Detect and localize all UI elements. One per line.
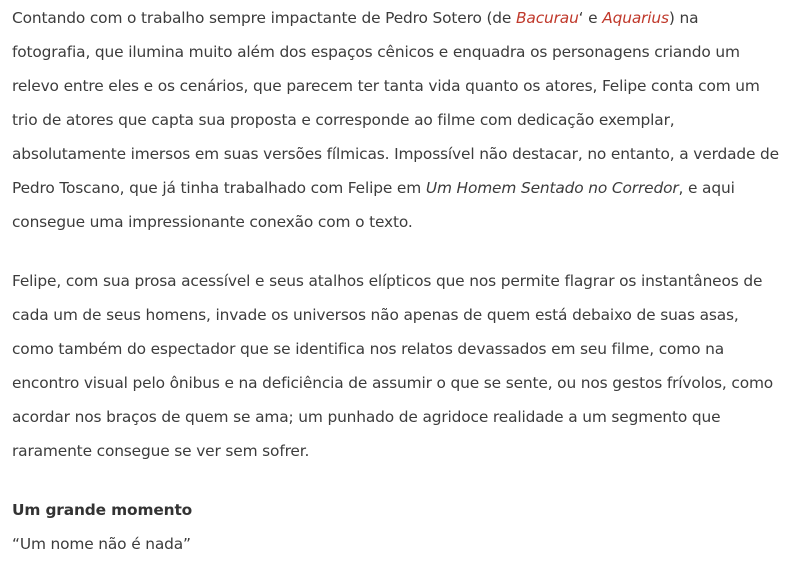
- section-heading: Um grande momento: [12, 501, 193, 519]
- article-body: [12, 0, 780, 561]
- highlight-quote: “Um nome não é nada”: [12, 535, 191, 553]
- paragraph-text: , e aqui consegue uma impressionante conexão com o texto.: [12, 179, 735, 231]
- film-title: Um Homem Sentado no Corredor: [425, 179, 679, 197]
- link-bacurau[interactable]: Bacurau: [516, 9, 579, 27]
- paragraph-text: ) na fotografia, que ilumina muito além dos espaços cênicos e enquadra os personagens criando um relevo entre eles e os cenários, que parecem ter tanta vida quanto os atores, Felipe conta com um trio de atores que capta sua proposta e corresponde ao filme com dedicação exemplar, absolutamente imersos em suas versões fílmicas. Impossível não destacar, no entanto, a verdade de Pedro Toscano, que já tinha trabalhado com Felipe em: [12, 9, 779, 197]
- paragraph-cinematography: [12, 1, 780, 239]
- paragraph-narrative: Felipe, com sua prosa acessível e seus atalhos elípticos que nos permite flagrar os instantâneos de cada um de seus homens, invade os universos não apenas de quem está debaixo de suas asas, como também do espectador que se identifica nos relatos devassados em seu filme, como na encontro visual pelo ônibus e na deficiência de assumir o que se sente, ou nos gestos frívolos, como acordar nos braços de quem se ama; um punhado de agridoce realidade a um segmento que raramente consegue se ver sem sofrer.: [12, 272, 774, 460]
- paragraph-text: ‘ e: [578, 9, 603, 27]
- paragraph-text: Contando com o trabalho sempre impactante de Pedro Sotero (de: [12, 9, 516, 27]
- link-aquarius[interactable]: Aquarius: [602, 9, 669, 27]
